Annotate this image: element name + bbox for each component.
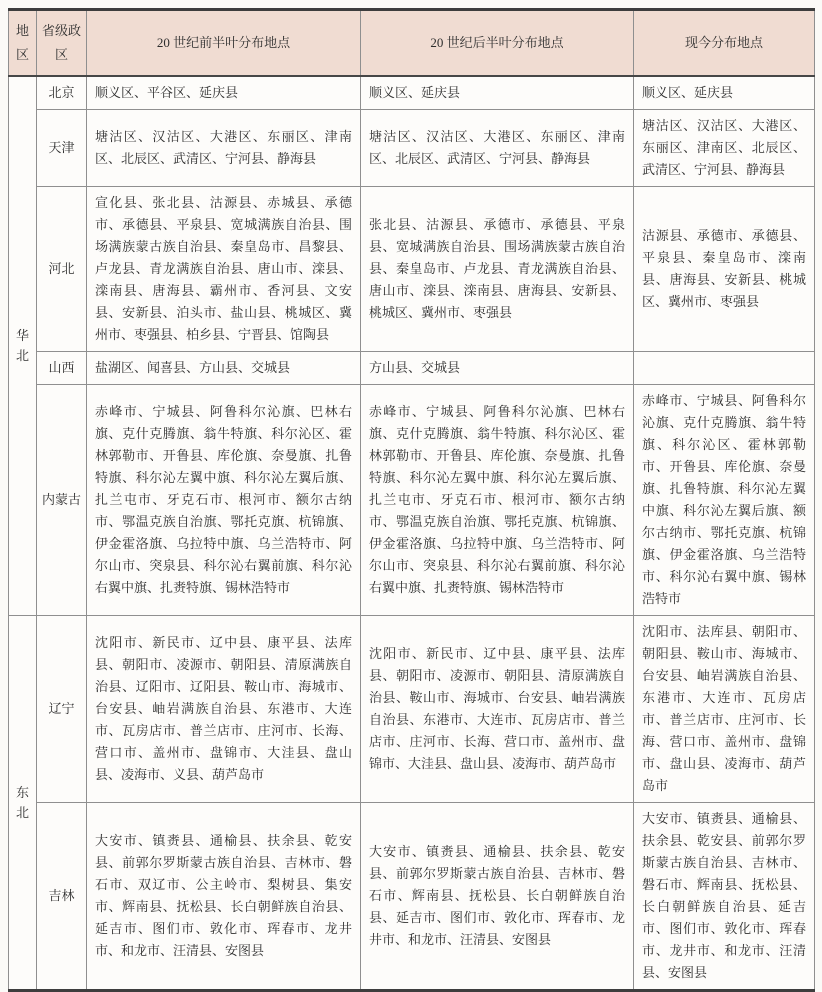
late-period-cell: 张北县、沽源县、承德市、承德县、平泉县、宽城满族自治县、围场满族蒙古族自治县、秦皇岛市、卢龙县、青龙满族自治县、唐山市、滦县、滦南县、唐海县、安新县、桃城区、冀州市、枣强县 — [361, 187, 634, 352]
early-period-cell: 盐湖区、闻喜县、方山县、交城县 — [87, 352, 361, 385]
early-period-cell: 宣化县、张北县、沽源县、赤城县、承德市、承德县、平泉县、宽城满族自治县、围场满族蒙古族自治县、秦皇岛市、昌黎县、卢龙县、青龙满族自治县、唐山市、滦县、滦南县、唐海县、霸州市、香河县、文安县、安新县、泊头市、盐山县、桃城区、冀州市、枣强县、柏乡县、宁晋县、馆陶县 — [87, 187, 361, 352]
table-row — [9, 76, 815, 110]
province-label: 天津 — [37, 110, 87, 187]
early-period-cell: 沈阳市、新民市、辽中县、康平县、法库县、朝阳市、凌源市、朝阳县、清原满族自治县、辽阳市、辽阳县、鞍山市、海城市、台安县、岫岩满族自治县、东港市、大连市、瓦房店市、普兰店市、庄河市、长海、营口市、盖州市、盘锦市、大洼县、盘山县、凌海市、义县、葫芦岛市 — [87, 616, 361, 803]
table-row — [9, 352, 815, 385]
header-row — [9, 10, 815, 77]
late-period-cell: 方山县、交城县 — [361, 352, 634, 385]
table-row — [9, 803, 815, 991]
current-cell: 大安市、镇赉县、通榆县、扶余县、乾安县、前郭尔罗斯蒙古族自治县、吉林市、磐石市、辉南县、抚松县、长白朝鲜族自治县、延吉市、图们市、敦化市、珲春市、龙井市、和龙市、汪清县、安图县 — [634, 803, 815, 991]
province-label: 北京 — [37, 76, 87, 110]
current-cell: 沈阳市、法库县、朝阳市、朝阳县、鞍山市、海城市、台安县、岫岩满族自治县、东港市、大连市、瓦房店市、普兰店市、庄河市、长海、营口市、盖州市、盘锦市、盘山县、凌海市、葫芦岛市 — [634, 616, 815, 803]
header-early-period: 20 世纪前半叶分布地点 — [87, 10, 361, 77]
table-row — [9, 616, 815, 803]
early-period-cell: 赤峰市、宁城县、阿鲁科尔沁旗、巴林右旗、克什克腾旗、翁牛特旗、科尔沁区、霍林郭勒市、开鲁县、库伦旗、奈曼旗、扎鲁特旗、科尔沁左翼中旗、科尔沁左翼后旗、扎兰屯市、牙克石市、根河市、额尔古纳市、鄂温克族自治旗、鄂托克旗、杭锦旗、伊金霍洛旗、乌拉特中旗、乌兰浩特市、阿尔山市、突泉县、科尔沁右翼前旗、科尔沁右翼中旗、扎赉特旗、锡林浩特市 — [87, 385, 361, 616]
early-period-cell: 塘沽区、汉沽区、大港区、东丽区、津南区、北辰区、武清区、宁河县、静海县 — [87, 110, 361, 187]
table-row — [9, 385, 815, 616]
province-label: 山西 — [37, 352, 87, 385]
late-period-cell: 塘沽区、汉沽区、大港区、东丽区、津南区、北辰区、武清区、宁河县、静海县 — [361, 110, 634, 187]
header-province: 省级政区 — [37, 10, 87, 77]
late-period-cell: 沈阳市、新民市、辽中县、康平县、法库县、朝阳市、凌源市、朝阳县、清原满族自治县、鞍山市、海城市、台安县、岫岩满族自治县、东港市、大连市、瓦房店市、普兰店市、庄河市、长海、营口市、盖州市、盘锦市、大洼县、盘山县、凌海市、葫芦岛市 — [361, 616, 634, 803]
current-cell: 顺义区、延庆县 — [634, 76, 815, 110]
late-period-cell: 赤峰市、宁城县、阿鲁科尔沁旗、巴林右旗、克什克腾旗、翁牛特旗、科尔沁区、霍林郭勒市、开鲁县、库伦旗、奈曼旗、扎鲁特旗、科尔沁左翼中旗、科尔沁左翼后旗、扎兰屯市、牙克石市、根河市、额尔古纳市、鄂温克族自治旗、鄂托克旗、杭锦旗、伊金霍洛旗、乌拉特中旗、乌兰浩特市、阿尔山市、突泉县、科尔沁右翼前旗、科尔沁右翼中旗、扎赉特旗、锡林浩特市 — [361, 385, 634, 616]
late-period-cell: 大安市、镇赉县、通榆县、扶余县、乾安县、前郭尔罗斯蒙古族自治县、吉林市、磐石市、辉南县、抚松县、长白朝鲜族自治县、延吉市、图们市、敦化市、珲春市、龙井市、和龙市、汪清县、安图县 — [361, 803, 634, 991]
table-row — [9, 187, 815, 352]
early-period-cell: 大安市、镇赉县、通榆县、扶余县、乾安县、前郭尔罗斯蒙古族自治县、吉林市、磐石市、双辽市、公主岭市、梨树县、集安市、辉南县、抚松县、长白朝鲜族自治县、延吉市、图们市、敦化市、珲春市、龙井市、和龙市、汪清县、安图县 — [87, 803, 361, 991]
current-cell: 塘沽区、汉沽区、大港区、东丽区、津南区、北辰区、武清区、宁河县、静海县 — [634, 110, 815, 187]
province-label: 河北 — [37, 187, 87, 352]
current-cell — [634, 352, 815, 385]
early-period-cell: 顺义区、平谷区、延庆县 — [87, 76, 361, 110]
distribution-table — [8, 8, 815, 992]
table-header — [9, 10, 815, 77]
region-label: 东北 — [9, 616, 37, 991]
current-cell: 赤峰市、宁城县、阿鲁科尔沁旗、克什克腾旗、翁牛特旗、科尔沁区、霍林郭勒市、开鲁县、库伦旗、奈曼旗、扎鲁特旗、科尔沁左翼中旗、科尔沁左翼后旗、额尔古纳市、鄂托克旗、杭锦旗、伊金霍洛旗、乌兰浩特市、科尔沁右翼中旗、锡林浩特市 — [634, 385, 815, 616]
province-label: 辽宁 — [37, 616, 87, 803]
table-row — [9, 110, 815, 187]
province-label: 吉林 — [37, 803, 87, 991]
header-region: 地区 — [9, 10, 37, 77]
header-late-period: 20 世纪后半叶分布地点 — [361, 10, 634, 77]
late-period-cell: 顺义区、延庆县 — [361, 76, 634, 110]
province-label: 内蒙古 — [37, 385, 87, 616]
table-body — [9, 76, 815, 991]
region-label: 华北 — [9, 76, 37, 616]
header-current: 现今分布地点 — [634, 10, 815, 77]
current-cell: 沽源县、承德市、承德县、平泉县、秦皇岛市、滦南县、唐海县、安新县、桃城区、冀州市、枣强县 — [634, 187, 815, 352]
